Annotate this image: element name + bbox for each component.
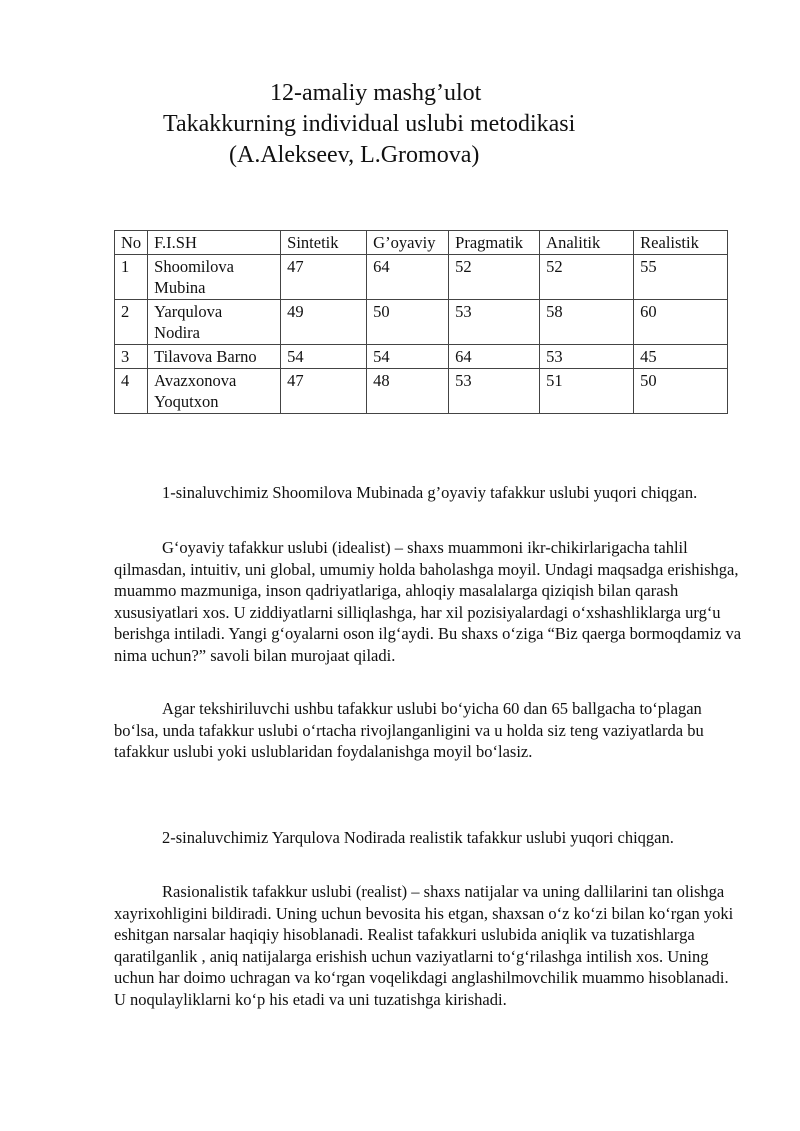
title-line-3: (A.Alekseev, L.Gromova) [229,142,480,168]
name-line: Nodira [154,323,200,342]
header-sintetik: Sintetik [281,231,367,255]
cell-no: 4 [115,369,148,414]
cell-name [148,255,281,300]
cell-analitik: 58 [540,300,634,345]
cell-no: 1 [115,255,148,300]
cell-analitik: 53 [540,345,634,369]
paragraph-subject-2-intro [114,827,744,849]
cell-realistik: 45 [634,345,728,369]
paragraph-text: Agar tekshiriluvchi ushbu tafakkur uslubi bo‘yicha 60 dan 65 ballgacha to‘plagan bo‘lsa, unda tafakkur uslubi o‘rtacha rivojlanganligini va u holda siz teng vaziyatlarda bu tafakkur uslubi yoki uslublaridan foydalanishga moyil bo‘lasiz. [114,699,704,761]
name-line: Tilavova Barno [154,347,257,366]
header-pragmatik: Pragmatik [449,231,540,255]
paragraph-score-interpretation [114,698,744,763]
header-realistik: Realistik [634,231,728,255]
cell-goyaviy: 48 [367,369,449,414]
title-line-2: Takakkurning individual uslubi metodikasi [163,111,576,137]
paragraph-idealist-description [114,537,744,666]
cell-name [148,300,281,345]
cell-sintetik: 54 [281,345,367,369]
table-row [115,255,728,300]
cell-pragmatik: 53 [449,369,540,414]
cell-sintetik: 49 [281,300,367,345]
name-line: Avazxonova [154,371,237,390]
table-header-row [115,231,728,255]
paragraph-realist-description [114,881,744,1010]
cell-analitik: 52 [540,255,634,300]
cell-sintetik: 47 [281,369,367,414]
cell-analitik: 51 [540,369,634,414]
cell-pragmatik: 53 [449,300,540,345]
cell-realistik: 60 [634,300,728,345]
table-row [115,300,728,345]
paragraph-text: 1-sinaluvchimiz Shoomilova Mubinada g’oyaviy tafakkur uslubi yuqori chiqgan. [162,483,698,502]
cell-name [148,345,281,369]
header-goyaviy: G’oyaviy [367,231,449,255]
paragraph-subject-1-intro [114,482,744,504]
paragraph-text: G‘oyaviy tafakkur uslubi (idealist) – shaxs muammoni ikr-chikirlarigacha tahlil qilmasdan, intuitiv, uni global, umumiy holda baholashga moyil. Undagi maqsadga erishishga, muammo mazmuniga, inson qadriyatlariga, ahloqiy masalalarga qiziqish bilan qarash xususiyatlari xos. U ziddiyatlarni silliqlashga, har xil pozisiyalardagi o‘xshashliklarga urg‘u berishga intiladi. Yangi g‘oyalarni oson ilg‘aydi. Bu shaxs o‘ziga “Biz qaerga bormoqdamiz va nima uchun?” savoli bilan murojaat qiladi. [114,538,742,665]
cell-goyaviy: 64 [367,255,449,300]
cell-no: 3 [115,345,148,369]
cell-pragmatik: 64 [449,345,540,369]
cell-goyaviy: 54 [367,345,449,369]
table-row [115,345,728,369]
results-table [114,230,728,414]
cell-name [148,369,281,414]
paragraph-text: Rasionalistik tafakkur uslubi (realist) – shaxs natijalar va uning dallilarini tan olishga xayrixohligini bildiradi. Uning uchun bevosita his etgan, shaxsan o‘z ko‘zi bilan ko‘rgan yoki eshitgan narsalar haqiqiy hisoblanadi. Realist tafakkuri uslubida aniqlik va tuzatishlarga qaratilganlik , aniq natijalarga erishish uchun vaziyatlarni to‘g‘rilashga intilish xos. Uning uchun har doimo uchragan va ko‘rgan voqelikdagi anglashilmovchilik muammo hisoblanadi. U noqulayliklarni ko‘p his etadi va uni tuzatishga kirishadi. [114,882,734,1009]
cell-realistik: 55 [634,255,728,300]
cell-no: 2 [115,300,148,345]
table-row [115,369,728,414]
name-line: Yoqutxon [154,392,219,411]
header-no: No [115,231,148,255]
name-line: Mubina [154,278,206,297]
cell-goyaviy: 50 [367,300,449,345]
name-line: Yarqulova [154,302,223,321]
name-line: Shoomilova [154,257,234,276]
cell-sintetik: 47 [281,255,367,300]
cell-pragmatik: 52 [449,255,540,300]
header-name: F.I.SH [148,231,281,255]
title-line-1: 12-amaliy mashg’ulot [270,80,482,106]
paragraph-text: 2-sinaluvchimiz Yarqulova Nodirada realistik tafakkur uslubi yuqori chiqgan. [162,828,674,847]
header-analitik: Analitik [540,231,634,255]
cell-realistik: 50 [634,369,728,414]
